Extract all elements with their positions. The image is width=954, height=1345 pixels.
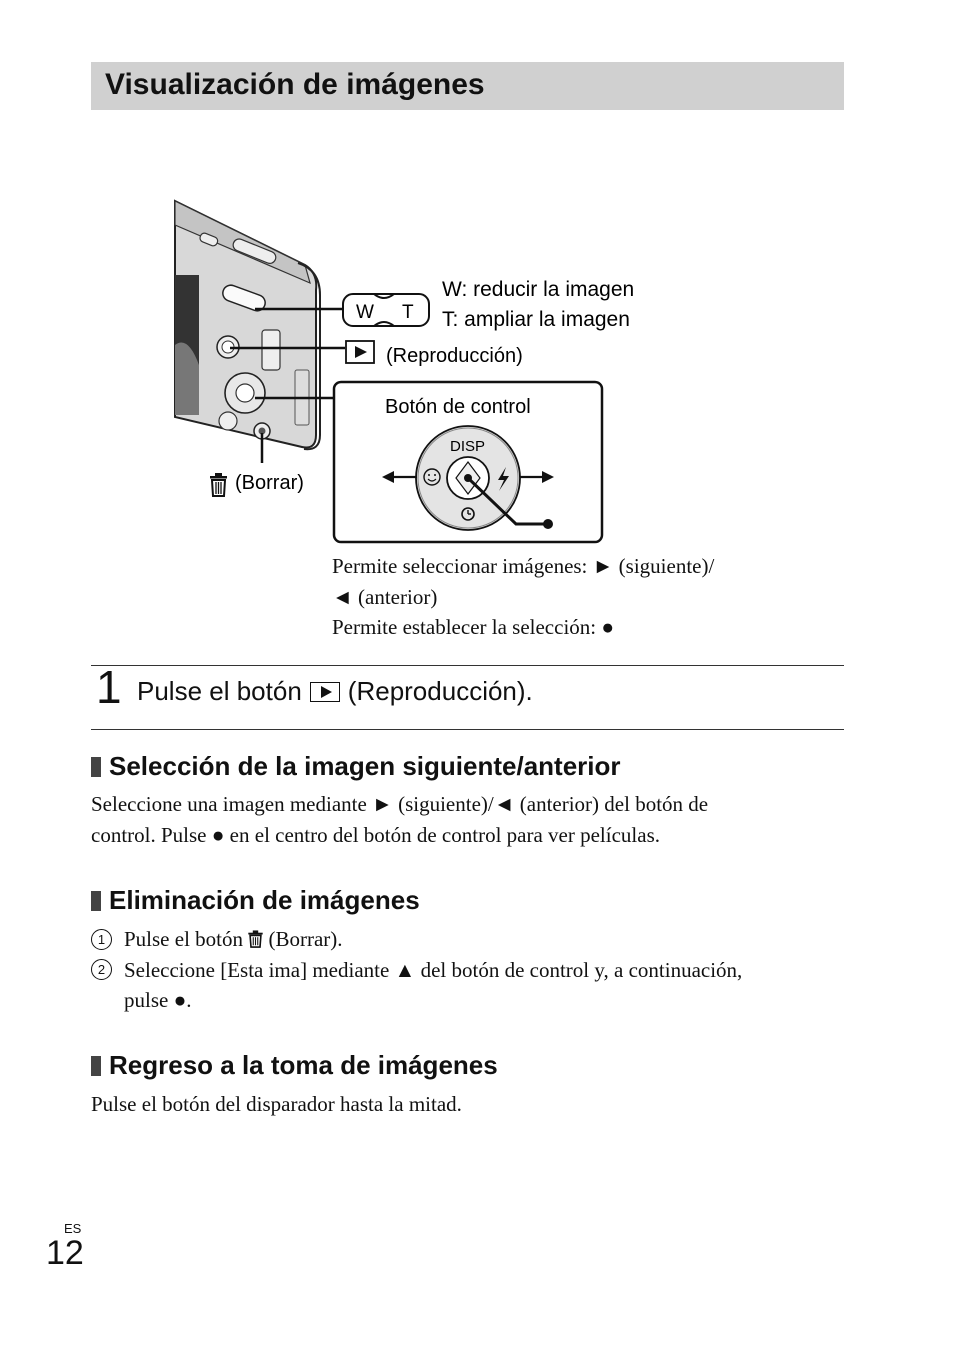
- section-line: Pulse el botón del disparador hasta la mitad.: [91, 1092, 462, 1116]
- step-text-before: Pulse el botón: [137, 676, 302, 706]
- zoom-t-letter: T: [402, 302, 414, 323]
- section-heading-text: Eliminación de imágenes: [109, 885, 420, 915]
- list-item: [91, 955, 742, 1016]
- step-circle-number: 2: [91, 959, 112, 980]
- step-text-after: (Reproducción).: [347, 676, 533, 706]
- zoom-w-letter: W: [356, 302, 374, 323]
- caption-line-3: Permite establecer la selección: ●: [332, 615, 615, 639]
- step-instruction: [137, 676, 533, 707]
- section-heading: [91, 885, 420, 916]
- zoom-t-description: T: ampliar la imagen: [442, 308, 630, 331]
- section-marker-icon: [91, 891, 101, 911]
- section-heading: [91, 751, 621, 782]
- list-item-text: Seleccione [Esta ima] mediante ▲ del botón de control y, a continuación,: [124, 957, 743, 982]
- step-number: 1: [96, 661, 122, 713]
- title-bar: [91, 62, 844, 110]
- section-heading-text: Regreso a la toma de imágenes: [109, 1050, 498, 1080]
- step-circle-number: 1: [91, 929, 112, 950]
- playback-label: (Reproducción): [386, 345, 523, 367]
- page-number: 12: [46, 1234, 84, 1272]
- playback-icon: [346, 341, 374, 363]
- disp-label: DISP: [450, 438, 486, 455]
- delete-steps: [91, 924, 742, 1016]
- zoom-lever-icon: [343, 294, 429, 326]
- delete-label: (Borrar): [235, 472, 304, 494]
- section-heading-text: Selección de la imagen siguiente/anterior: [109, 751, 621, 781]
- control-button-label: Botón de control: [385, 396, 531, 418]
- section-line: Seleccione una imagen mediante ► (siguiente)/◄ (anterior) del botón de: [91, 792, 709, 816]
- page-title: Visualización de imágenes: [105, 68, 485, 101]
- list-item: [91, 924, 742, 955]
- list-item-text: (Borrar).: [268, 927, 343, 951]
- section-line: control. Pulse ● en el centro del botón de control para ver películas.: [91, 822, 660, 847]
- step-bottom-rule: [91, 729, 844, 730]
- section-marker-icon: [91, 757, 101, 777]
- zoom-w-description: W: reducir la imagen: [442, 278, 635, 301]
- section-body: [91, 1089, 462, 1120]
- step-top-rule: [91, 665, 844, 666]
- diagram-caption: [332, 551, 714, 643]
- camera-diagram: [170, 195, 690, 555]
- caption-line-1: Permite seleccionar imágenes: ► (siguiente)/: [332, 554, 715, 578]
- camera-illustration: [175, 201, 320, 449]
- caption-line-2: ◄ (anterior): [332, 584, 438, 609]
- language-code: ES: [64, 1221, 82, 1236]
- list-item-text: Pulse el botón: [124, 927, 243, 951]
- playback-icon: [310, 682, 340, 702]
- trash-icon: [248, 930, 263, 948]
- trash-icon: [210, 473, 227, 496]
- section-body: [91, 789, 708, 850]
- center-dot-icon: [543, 519, 553, 529]
- section-heading: [91, 1050, 498, 1081]
- list-item-text: pulse ●.: [124, 988, 192, 1012]
- section-marker-icon: [91, 1056, 101, 1076]
